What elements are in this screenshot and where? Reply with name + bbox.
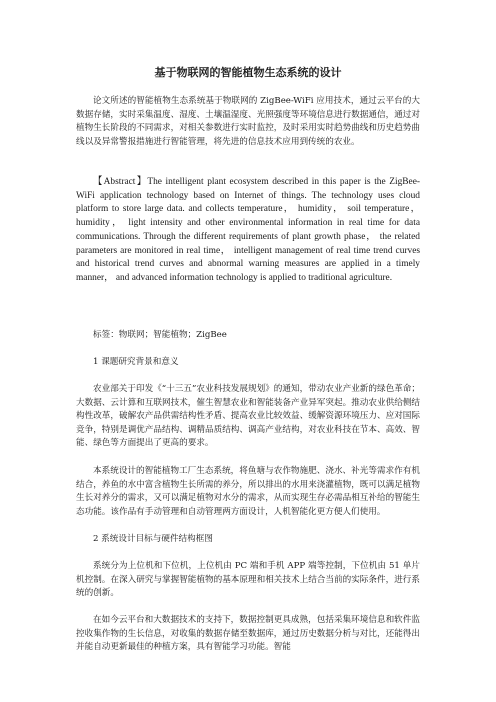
paper-title: 基于物联网的智能植物生态系统的设计: [154, 66, 342, 79]
section-1-heading: 1 课题研究背景和意义: [93, 357, 179, 367]
section-1-paragraph-2: 本系统设计的智能植物工厂生态系统，将鱼塘与农作物施肥、浇水、补光等需求作有机结合，养鱼的水中富含植物生长所需的养分，所以排出的水用来浇灌植物，既可以满足植物生长对养分的需求，又可以满足植物对水分的需求，从而实现生存必需品相互补给的智能生态功能。该作品有手动管理和自动管理两方面设计，人机智能化更方便人们使用。: [76, 466, 420, 517]
abstract-chinese: 论文所述的智能植物生态系统基于物联网的 ZigBee-WiFi 应用技术，通过云平台的大数据存储，实时采集温度、湿度、土壤温湿度、光照强度等环境信息进行数据通信，通过对植物生长阶段的不同需求，对相关参数进行实时监控，及时采用实时趋势曲线和历史趋势曲线以及异常警报措施进行智能管理，将先进的信息技术应用到传统的农业。: [76, 96, 420, 147]
keywords: 标签：物联网；智能植物；ZigBee: [93, 330, 227, 340]
section-1-paragraph-1: 农业部关于印发《“十三五”农业科技发展规划》的通知，带动农业产业新的绿色革命；大数据、云计算和互联网技术，催生智慧农业和智能装备产业异军突起。推动农业供给侧结构性改革，破解农产品供需结构性矛盾、提高农业比较效益、缓解资源环境压力、应对国际竞争，特别是调优产品结构、调精品质结构、调高产业结构，对农业科技在节本、高效、智能、绿色等方面提出了更高的要求。: [76, 384, 420, 449]
section-2-paragraph-2: 在如今云平台和大数据技术的支持下，数据控制更具成熟，包括采集环境信息和软件监控收集作物的生长信息，对收集的数据存储至数据库，通过历史数据分析与对比，还能得出并能自动更新最佳的种植方案，具有智能学习功能。智能: [76, 615, 420, 653]
section-2-heading: 2 系统设计目标与硬件结构框图: [93, 534, 213, 544]
section-2-paragraph-1: 系统分为上位机和下位机，上位机由 PC 端和手机 APP 端等控制，下位机由 51 单片机控制。在深入研究与掌握智能植物的基本原理和相关技术上结合当前的实际条件，进行系统的创新。: [76, 561, 420, 599]
abstract-english: 【Abstract】The intelligent plant ecosystem described in this paper is the ZigBee-WiFi application technology based on Internet of things. The technology uses cloud platform to store large data. and collects temperature， humidity， soil temperature， humidity， light intensity and other environmental information in real time for data communications. Through the different requirements of plant growth phase， the related parameters are monitored in real time， intelligent management of real time trend curves and historical trend curves and abnormal warning measures are applied in a timely manner， and advanced information technology is applied to traditional agriculture.: [76, 177, 420, 283]
